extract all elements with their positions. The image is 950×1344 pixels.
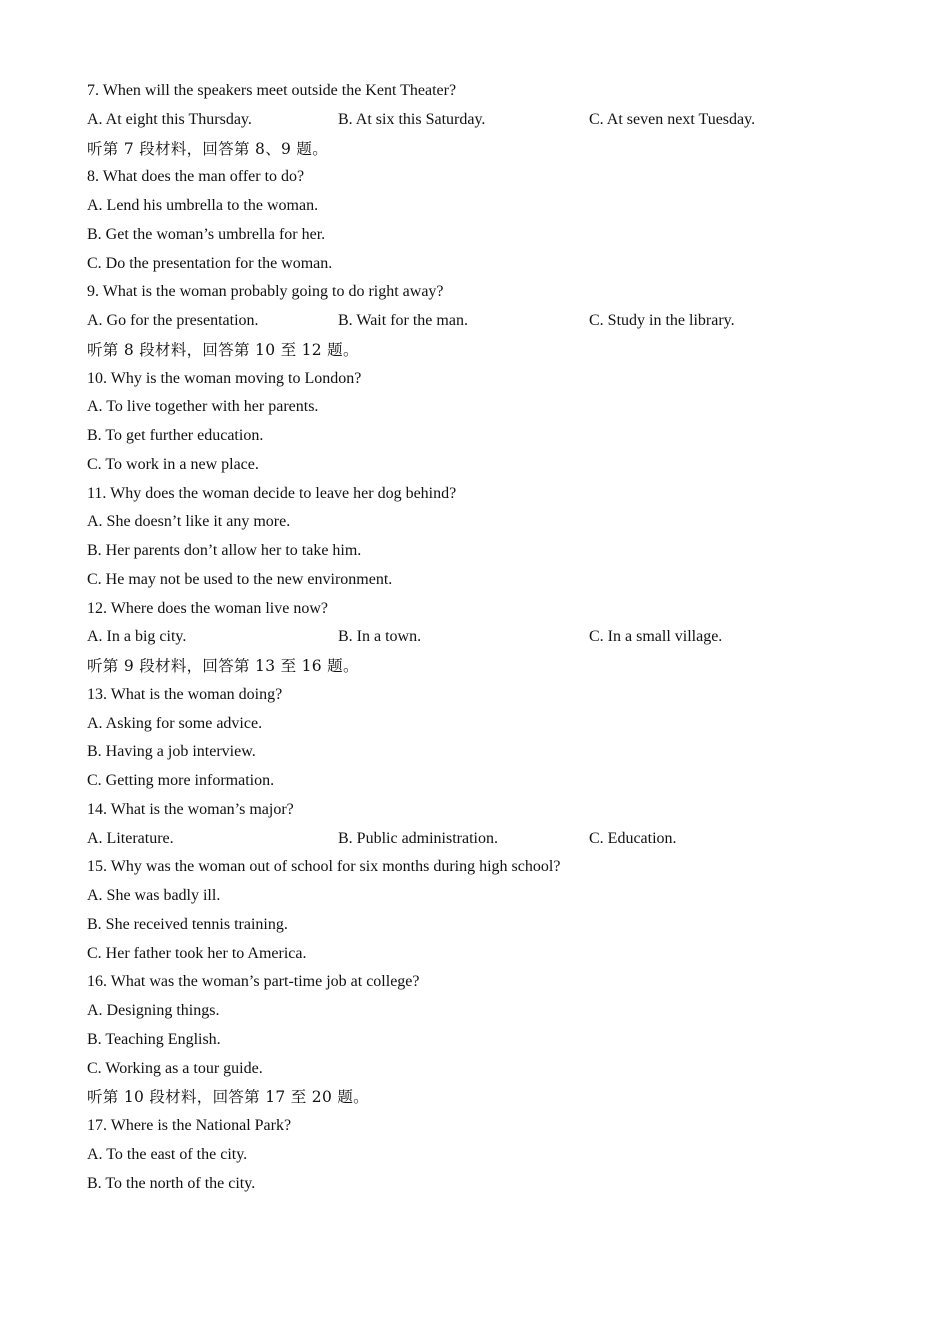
option-line (87, 393, 887, 422)
section-instruction (87, 336, 887, 365)
question-text (87, 796, 887, 825)
section-instruction (87, 652, 887, 681)
question-text (87, 77, 887, 106)
option-line (87, 537, 887, 566)
option-line (87, 1170, 887, 1199)
option-c: C. At seven next Tuesday. (589, 110, 756, 128)
question-text-label: 17. Where is the National Park? (87, 1117, 292, 1134)
option-line-label: C. Do the presentation for the woman. (87, 254, 333, 272)
section-instruction-label: 听第 8 段材料，回答第 10 至 12 题。 (87, 340, 359, 359)
question-text-label: 13. What is the woman doing? (87, 685, 283, 703)
option-line-label: A. Asking for some advice. (87, 714, 263, 732)
option-line (87, 192, 887, 221)
option-line-label: A. She was badly ill. (87, 887, 221, 904)
question-text-label: 10. Why is the woman moving to London? (87, 369, 362, 387)
option-line (87, 882, 887, 911)
question-text (87, 163, 887, 192)
option-c: C. Education. (589, 829, 677, 847)
option-a: A. Literature. (87, 829, 174, 847)
options-row (87, 307, 887, 336)
option-line (87, 1055, 887, 1084)
option-line (87, 1141, 887, 1170)
option-line (87, 767, 887, 796)
options-row (87, 106, 887, 135)
question-text (87, 365, 887, 394)
option-a: A. Go for the presentation. (87, 312, 259, 329)
question-text (87, 1112, 887, 1141)
question-text-label: 15. Why was the woman out of school for six months during high school? (87, 858, 561, 876)
option-line (87, 422, 887, 451)
options-row (87, 623, 887, 652)
option-b: B. In a town. (338, 628, 422, 646)
options-row (87, 825, 887, 854)
option-line-label: C. Working as a tour guide. (87, 1059, 263, 1077)
option-line (87, 566, 887, 595)
section-instruction-label: 听第 7 段材料，回答第 8、9 题。 (87, 139, 328, 158)
option-b: B. Public administration. (338, 829, 498, 847)
option-line (87, 997, 887, 1026)
option-b: B. Wait for the man. (338, 312, 468, 329)
section-instruction (87, 1083, 887, 1112)
question-text (87, 968, 887, 997)
option-line (87, 250, 887, 279)
option-line-label: B. She received tennis training. (87, 915, 288, 933)
option-line-label: B. Her parents don’t allow her to take him. (87, 542, 362, 559)
option-a: A. In a big city. (87, 628, 187, 646)
option-line (87, 940, 887, 969)
question-text (87, 681, 887, 710)
option-line (87, 710, 887, 739)
option-line-label: B. Teaching English. (87, 1030, 221, 1048)
option-line-label: A. Designing things. (87, 1002, 220, 1019)
option-b: B. At six this Saturday. (338, 110, 486, 128)
option-line (87, 508, 887, 537)
option-line-label: A. Lend his umbrella to the woman. (87, 197, 319, 214)
option-line-label: A. She doesn’t like it any more. (87, 513, 291, 531)
option-line-label: B. Having a job interview. (87, 743, 256, 761)
option-line-label: B. To the north of the city. (87, 1174, 256, 1192)
option-line-label: C. He may not be used to the new environment. (87, 570, 393, 588)
question-text (87, 595, 887, 624)
option-line (87, 911, 887, 940)
section-instruction-label: 听第 10 段材料，回答第 17 至 20 题。 (87, 1088, 369, 1107)
option-c: C. Study in the library. (589, 312, 735, 329)
option-c: C. In a small village. (589, 628, 723, 646)
question-text-label: 8. What does the man offer to do? (87, 168, 305, 186)
question-text-label: 7. When will the speakers meet outside the Kent Theater? (87, 82, 457, 99)
option-line (87, 221, 887, 250)
question-text (87, 480, 887, 509)
option-line-label: B. To get further education. (87, 427, 264, 444)
option-line-label: A. To the east of the city. (87, 1145, 248, 1163)
option-line-label: B. Get the woman’s umbrella for her. (87, 225, 326, 243)
question-text-label: 14. What is the woman’s major? (87, 800, 294, 818)
option-a: A. At eight this Thursday. (87, 110, 252, 128)
option-line-label: C. Getting more information. (87, 772, 275, 789)
question-text-label: 16. What was the woman’s part-time job at college? (87, 973, 420, 991)
section-instruction-label: 听第 9 段材料，回答第 13 至 16 题。 (87, 657, 359, 675)
option-line-label: C. To work in a new place. (87, 455, 259, 473)
question-list (87, 77, 887, 1198)
option-line (87, 1026, 887, 1055)
question-text-label: 12. Where does the woman live now? (87, 599, 328, 617)
question-text-label: 11. Why does the woman decide to leave her dog behind? (87, 484, 457, 502)
question-text (87, 853, 887, 882)
option-line-label: C. Her father took her to America. (87, 944, 307, 962)
question-text-label: 9. What is the woman probably going to do right away? (87, 283, 444, 301)
section-instruction (87, 135, 887, 164)
question-text (87, 278, 887, 307)
option-line (87, 451, 887, 480)
option-line (87, 738, 887, 767)
option-line-label: A. To live together with her parents. (87, 398, 319, 416)
